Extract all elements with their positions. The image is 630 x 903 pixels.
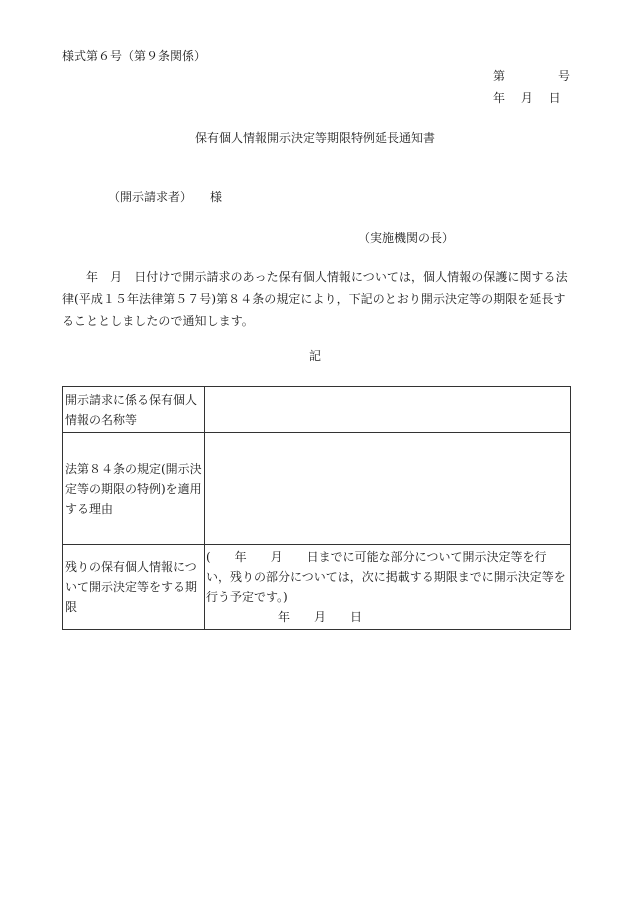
row-label-information-name: 開示請求に係る保有個人情報の名称等 xyxy=(63,387,205,433)
table-row xyxy=(63,387,571,433)
table-row xyxy=(63,433,571,545)
recipient: （開示請求者） 様 xyxy=(108,190,223,204)
notice-body: 年 月 日付けで開示請求のあった保有個人情報については，個人情報の保護に関する法律(平成１５年法律第５７号)第８４条の規定により，下記のとおり開示決定等の期限を延長することとしましたので通知します。 xyxy=(62,270,568,328)
row-value-reason xyxy=(205,433,571,545)
row-value-deadline xyxy=(205,545,571,630)
deadline-note: ( 年 月 日までに可能な部分について開示決定等を行い，残りの部分については，次に掲載する期限までに開示決定等を行う予定です。) xyxy=(206,550,566,604)
reference-number-prefix: 第 xyxy=(493,69,506,83)
form-number: 様式第６号（第９条関係） xyxy=(62,49,207,63)
deadline-date: 年 月 日 xyxy=(278,610,363,624)
reference-number-suffix: 号 xyxy=(558,69,571,83)
section-marker: 記 xyxy=(308,349,321,363)
row-label-deadline: 残りの保有個人情報について開示決定等をする期限 xyxy=(63,545,205,630)
document-title: 保有個人情報開示決定等期限特例延長通知書 xyxy=(194,131,435,145)
table-row xyxy=(63,545,571,630)
row-value-information-name xyxy=(205,387,571,433)
sender: （実施機関の長） xyxy=(358,231,455,245)
issue-date: 年 月 日 xyxy=(493,91,561,105)
details-table xyxy=(62,386,571,630)
row-label-reason: 法第８４条の規定(開示決定等の期限の特例)を適用する理由 xyxy=(63,433,205,545)
